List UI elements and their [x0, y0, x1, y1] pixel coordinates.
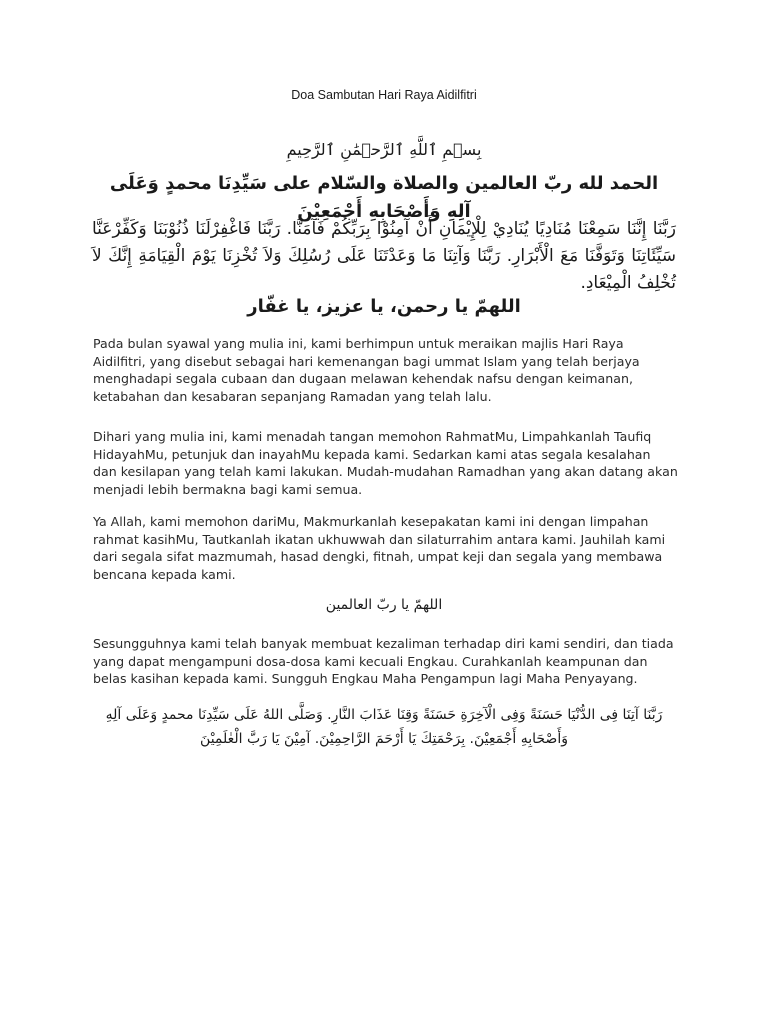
- allahumma-invocation-1: اللهمّ يا رحمن، يا عزيز، يا غفّار: [247, 296, 521, 317]
- paragraph-3: Ya Allah, kami memohon dariMu, Makmurkanlah kesepakatan kami ini dengan limpahan rahmat kasihMu, Tautkanlah ikatan ukhuwwah dan silaturrahim antara kami. Jauhilah kami dari segala sifat mazmumah, hasad dengki, fitnah, umpat keji dan segala yang membawa bencana kepada kami.: [93, 514, 666, 582]
- hamdalah-text: الحمد لله ربّ العالمين والصلاة والسّلام على سَيِّدِنَا محمدٍ وَعَلَى آلِهِ وَأَصْحَابِهِ أَجْمَعِيْنَ: [109, 173, 659, 222]
- document-title: Doa Sambutan Hari Raya Aidilfitri: [291, 88, 477, 102]
- paragraph-1: Pada bulan syawal yang mulia ini, kami berhimpun untuk meraikan majlis Hari Raya Aidilfitri, yang disebut sebagai hari kemenangan bagi ummat Islam yang telah berjaya menghadapi segala cubaan dan dugaan melawan kehendak nafsu dengan keimanan, ketabahan dan kesabaran sepanjang Ramadan yang telah lalu.: [93, 336, 640, 404]
- rabbana-prayer-text: رَبَّنَا إِنَّنَا سَمِعْنَا مُنَادِيًا يُنَادِيْ لِلْإِيْمَانِ أَنْ آمِنُوْا بِرَبِّكُمْ فَآمَنَّا. رَبَّنَا فَاغْفِرْلَنَا ذُنُوْبَنَا وَكَفِّرْعَنَّا سَيِّئَاتِنَا وَتَوَفَّنَا مَعَ الْأَبْرَارِ. رَبَّنَا وَآتِنَا مَا وَعَدْتَنَا عَلَى رُسُلِكَ وَلاَ تُخْزِنَا يَوْمَ الْقِيَامَةِ إِنَّكَ لاَ تُخْلِفُ الْمِيْعَادِ.: [92, 219, 676, 293]
- paragraph-2: Dihari yang mulia ini, kami menadah tangan memohon RahmatMu, Limpahkanlah Taufiq HidayahMu, petunjuk dan inayahMu kepada kami. Sedarkan kami atas segala kesalahan dan kesilapan yang telah kami lakukan. Mudah-mudahan Ramadhan yang akan datang akan menjadi lebih bermakna bagi kami semua.: [93, 429, 678, 497]
- paragraph-4: Sesungguhnya kami telah banyak membuat kezaliman terhadap diri kami sendiri, dan tiada yang dapat mengampuni dosa-dosa kami kecuali Engkau. Curahkanlah keampunan dan belas kasihan kepada kami. Sungguh Engkau Maha Pengampun lagi Maha Penyayang.: [93, 636, 674, 686]
- closing-prayer-text: رَبَّنَا آتِنَا فِى الدُّنْيَا حَسَنَةً وَفِى الْآخِرَةِ حَسَنَةً وَقِنَا عَذَابَ النَّارِ. وَصَلَّى اللهُ عَلَى سَيِّدِنَا محمدٍ وَعَلَى آلِهِ وَأَصْحَابِهِ أَجْمَعِيْنَ. بِرَحْمَتِكَ يَا أَرْحَمَ الرَّاحِمِيْنَ. آمِيْنَ يَا رَبَّ الْعٰلَمِيْنَ: [105, 707, 663, 747]
- allahumma-invocation-2: اللهمّ يا ربّ العالمين: [325, 597, 443, 613]
- basmala-text: بِسۡمِ ٱللَّهِ ٱلرَّحۡمَٰنِ ٱلرَّحِيمِ: [286, 140, 482, 159]
